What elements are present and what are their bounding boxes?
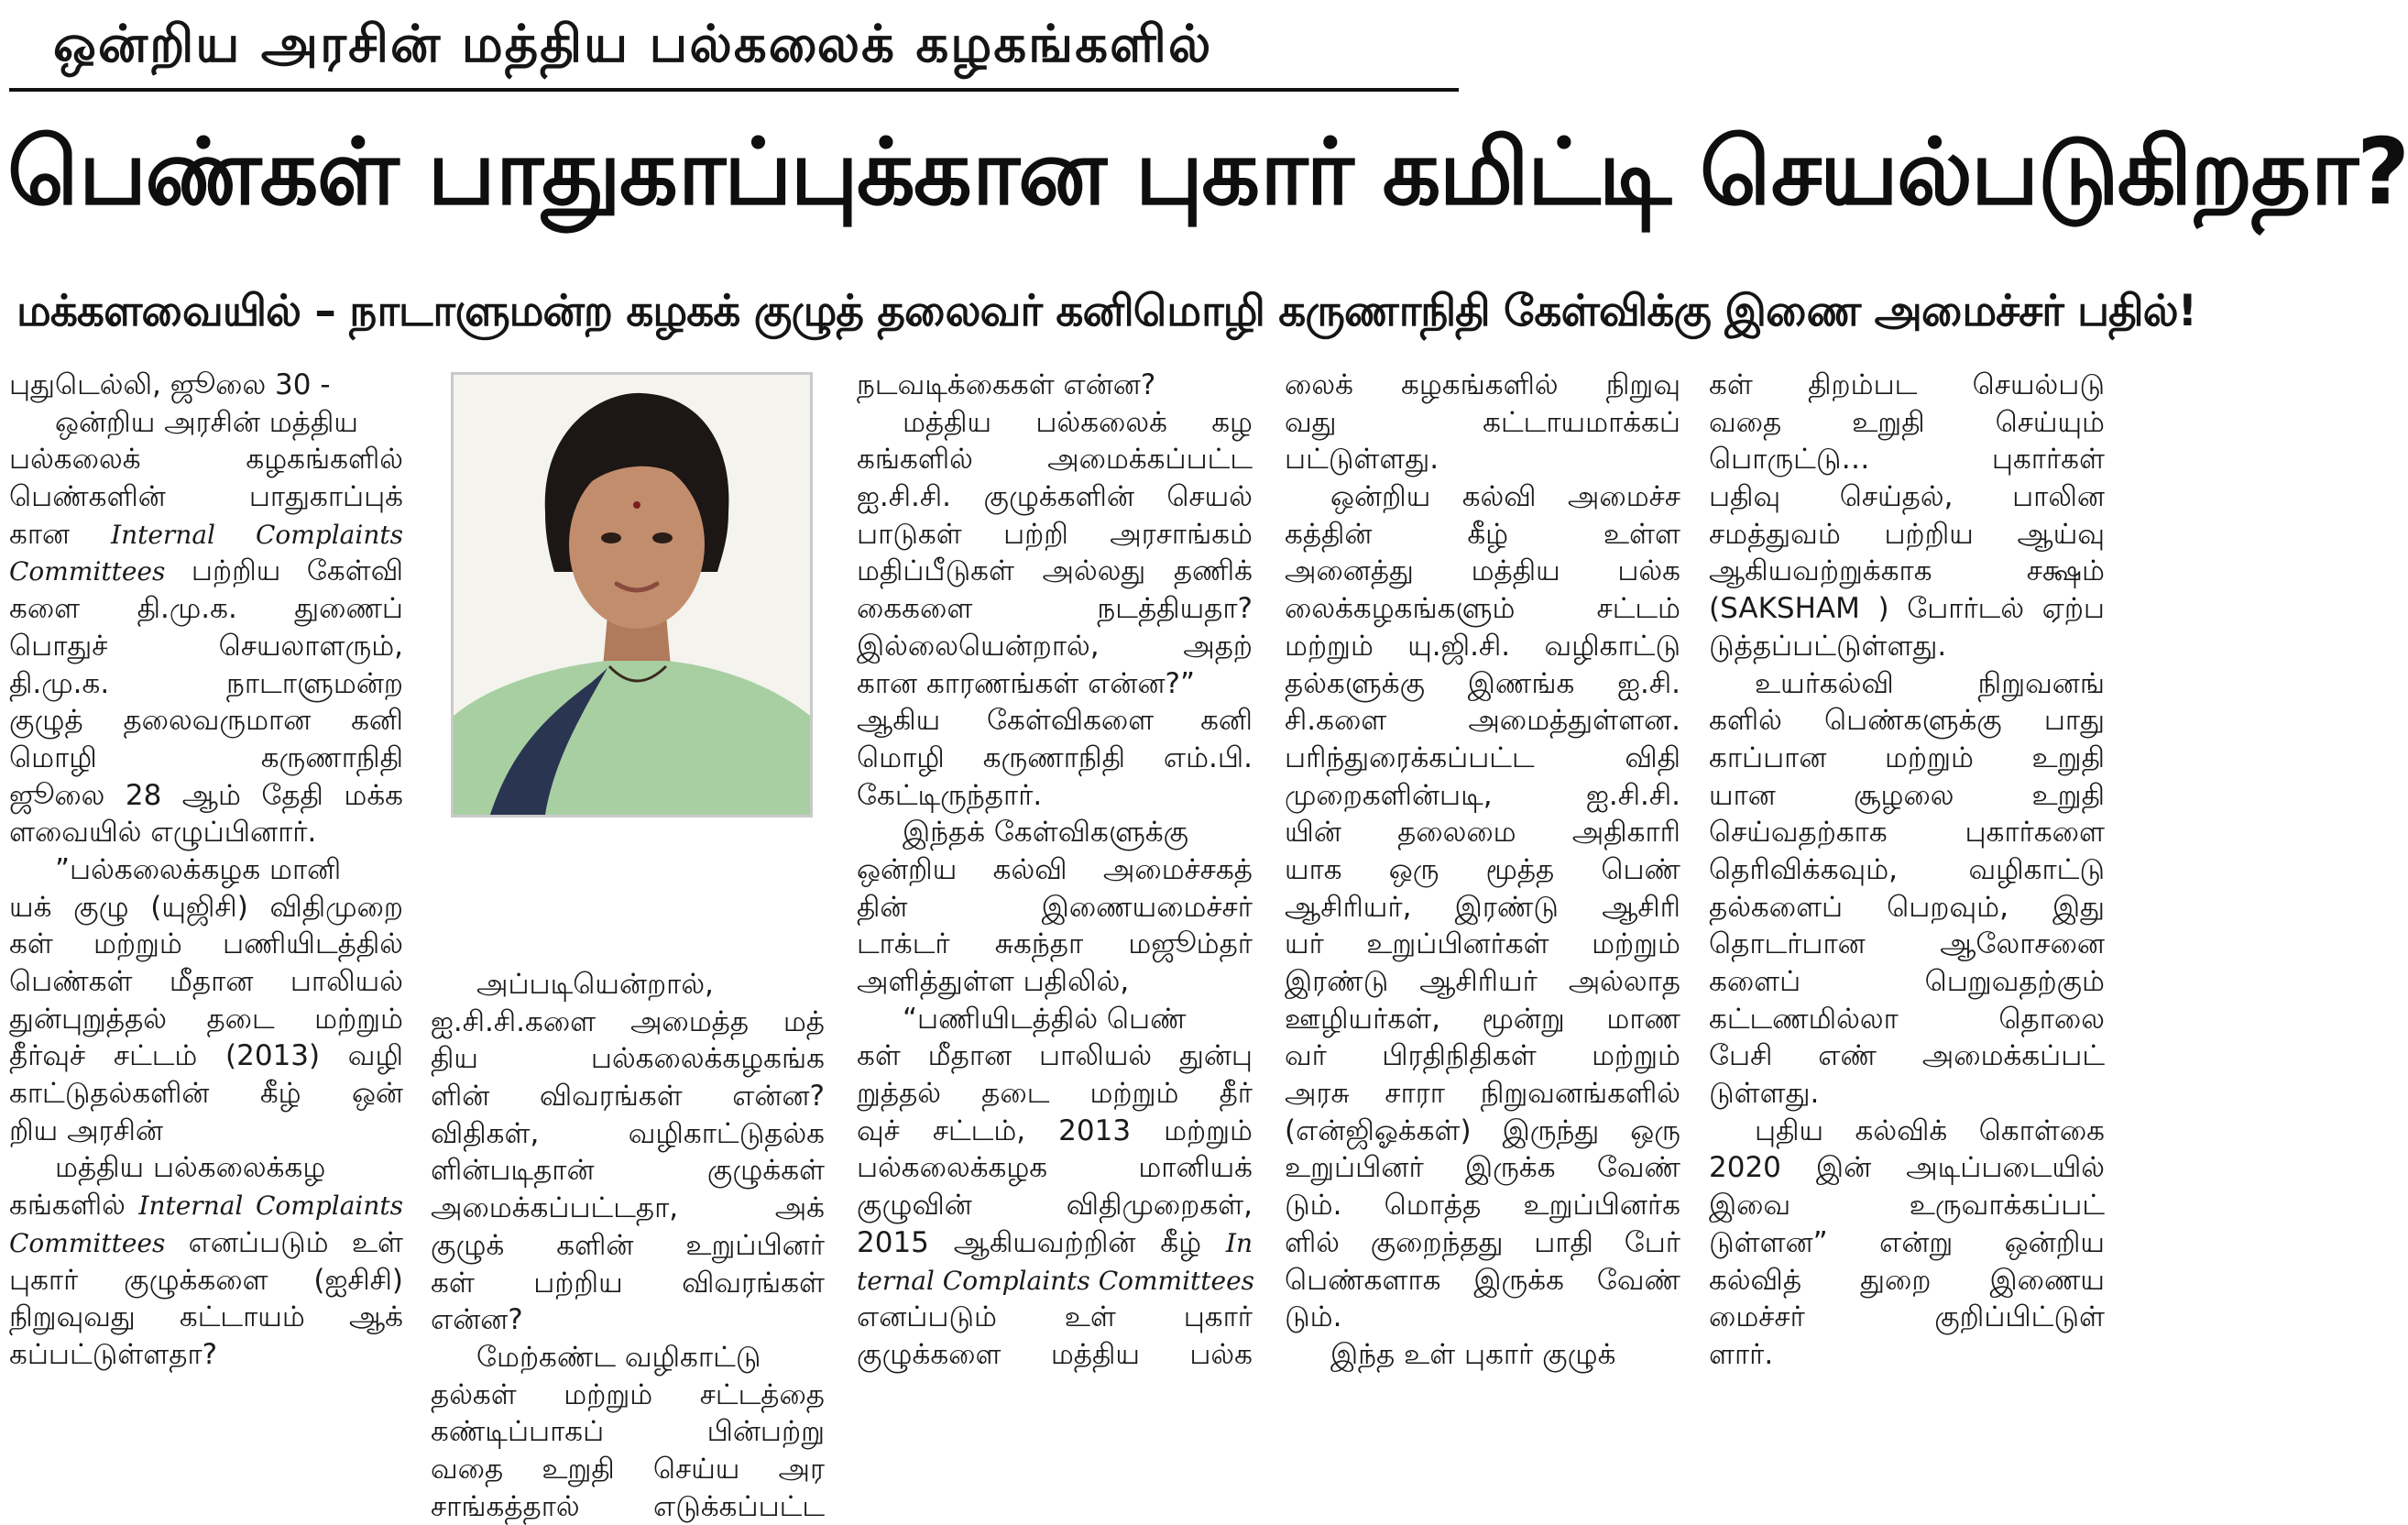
article-line: கள் மீதான பாலியல் துன்பு xyxy=(857,1039,1253,1073)
article-line: பெண்கள் மீதான பாலியல் xyxy=(9,965,403,998)
article-line: மைச்சர் குறிப்பிட்டுள் xyxy=(1709,1300,2105,1334)
article-line: வது கட்டாயமாக்கப் xyxy=(1285,405,1680,439)
article-line: முறைகளின்படி, ஐ.சி.சி. xyxy=(1285,778,1680,812)
article-line: இந்தக் கேள்விகளுக்கு xyxy=(903,816,1189,850)
article-line: களில் பெண்களுக்கு பாது xyxy=(1709,704,2105,738)
article-line: மதிப்பீடுகள் அல்லது தணிக் xyxy=(857,554,1253,588)
headline: பெண்கள் பாதுகாப்புக்கான புகார் கமிட்டி செயல்படுகிறதா? xyxy=(7,118,2408,225)
article-line: இரண்டு ஆசிரியர் அல்லாத xyxy=(1285,965,1680,998)
article-line: மத்திய பல்கலைக்கழ xyxy=(55,1151,326,1185)
article-line: கான Internal Complaints xyxy=(9,517,403,551)
article-line: “பணியிடத்தில் பெண் xyxy=(903,1002,1187,1036)
article-line: மொழி கருணாநிதி xyxy=(9,741,403,774)
article-line: ளவையில் எழுப்பினார். xyxy=(9,816,317,850)
article-line: தல்கள் மற்றும் சட்டத்தை xyxy=(431,1377,825,1411)
article-line: ஆசிரியர், இரண்டு ஆசிரி xyxy=(1285,890,1680,924)
article-line: டும். xyxy=(1285,1300,1342,1334)
article-line: கள் மற்றும் பணியிடத்தில் xyxy=(9,927,403,961)
article-line: ternal Complaints Committees xyxy=(857,1265,1255,1296)
article-line: றிய அரசின் xyxy=(9,1114,163,1147)
article-line: (என்ஜிஓக்கள்) இருந்து ஒரு xyxy=(1285,1114,1680,1147)
article-line: 2015 ஆகியவற்றின் கீழ் In xyxy=(857,1225,1253,1259)
article-line: நிறுவுவது கட்டாயம் ஆக் xyxy=(9,1300,403,1334)
article-line: இந்த உள் புகார் குழுக் xyxy=(1330,1337,1616,1371)
article-line: 2020 இன் அடிப்படையில் xyxy=(1709,1151,2105,1185)
article-line: உறுப்பினர் இருக்க வேண் xyxy=(1285,1151,1680,1185)
article-line: (SAKSHAM ) போர்டல் ஏற்ப xyxy=(1709,592,2105,626)
kicker-banner xyxy=(9,5,1459,92)
article-line: பல்கலைக் கழகங்களில் xyxy=(9,443,403,477)
article-line: மொழி கருணாநிதி எம்.பி. xyxy=(857,741,1253,774)
portrait-photo xyxy=(451,372,813,817)
article-line: சமத்துவம் பற்றிய ஆய்வு xyxy=(1709,517,2105,551)
article-line: கப்பட்டுள்ளதா? xyxy=(9,1337,218,1371)
article-line: தொடர்பான ஆலோசனை xyxy=(1709,927,2105,961)
article-line: எனப்படும் உள் புகார் xyxy=(857,1300,1253,1334)
portrait-illustration xyxy=(454,375,810,815)
article-line: அளித்துள்ள பதிலில், xyxy=(857,965,1130,998)
article-line: பேசி எண் அமைக்கப்பட் xyxy=(1709,1039,2105,1073)
article-line: தி.மு.க. நாடாளுமன்ற xyxy=(9,666,403,700)
article-line: கள் பற்றிய விவரங்கள் xyxy=(431,1266,825,1300)
article-line: வர் பிரதிநிதிகள் மற்றும் xyxy=(1285,1039,1680,1073)
article-line: குழுத் தலைவருமான கனி xyxy=(9,704,403,738)
article-line: யக் குழு (யுஜிசி) விதிமுறை xyxy=(9,890,403,924)
article-line: மத்திய பல்கலைக் கழ xyxy=(903,405,1253,439)
article-line: வதை உறுதி செய்யும் xyxy=(1709,405,2105,439)
article-line: பாடுகள் பற்றி அரசாங்கம் xyxy=(857,517,1253,551)
article-column-4 xyxy=(1285,367,1680,1374)
article-line: மற்றும் யு.ஜி.சி. வழிகாட்டு xyxy=(1285,629,1680,663)
article-column-3 xyxy=(857,367,1253,1374)
article-line: திய பல்கலைக்கழகங்க xyxy=(431,1042,825,1076)
article-line: தல்களைப் பெறவும், இது xyxy=(1709,890,2105,924)
article-line: கட்டணமில்லா தொலை xyxy=(1709,1002,2105,1036)
article-line: ஒன்றிய அரசின் மத்திய xyxy=(55,405,358,439)
article-line: டாக்டர் சுகந்தா மஜூம்தர் xyxy=(857,927,1253,961)
article-line: கல்வித் துறை இணைய xyxy=(1709,1263,2105,1297)
subheadline: மக்களவையில் – நாடாளுமன்ற கழகக் குழுத் தலைவர் கனிமொழி கருணாநிதி கேள்விக்கு இணை அமைச்சர் பதில்! xyxy=(16,286,2197,336)
article-line: லைக் கழகங்களில் நிறுவு xyxy=(1285,368,1680,401)
article-column-1 xyxy=(9,367,403,1374)
article-line: புதுடெல்லி, ஜூலை 30 - xyxy=(9,368,331,401)
article-line: ஒன்றிய கல்வி அமைச்ச xyxy=(1330,480,1680,514)
article-line: ளின் விவரங்கள் என்ன? xyxy=(431,1080,825,1114)
article-line: கைகளை நடத்தியதா? xyxy=(857,592,1253,626)
article-line: புதிய கல்விக் கொள்கை xyxy=(1755,1114,2105,1147)
article-line: குழுக்களை மத்திய பல்க xyxy=(857,1337,1253,1371)
article-line: றுத்தல் தடை மற்றும் தீர் xyxy=(857,1077,1253,1111)
article-line: செய்வதற்காக புகார்களை xyxy=(1709,816,2105,850)
article-line: தின் இணையமைச்சர் xyxy=(857,890,1253,924)
article-line: Committees எனப்படும் உள் xyxy=(9,1225,403,1259)
article-line: அமைக்கப்பட்டதா, அக் xyxy=(431,1191,825,1225)
article-line: ஊழியர்கள், மூன்று மாண xyxy=(1285,1002,1680,1036)
article-line: சாங்கத்தால் எடுக்கப்பட்ட xyxy=(431,1489,825,1523)
article-line: அனைத்து மத்திய பல்க xyxy=(1285,554,1680,588)
article-line: லைக்கழகங்களும் சட்டம் xyxy=(1285,592,1680,626)
article-line: நடவடிக்கைகள் என்ன? xyxy=(857,368,1156,401)
article-line: களைப் பெறுவதற்கும் xyxy=(1709,965,2105,998)
article-line: ஜூலை 28 ஆம் தேதி மக்க xyxy=(9,778,403,812)
article-line: ளில் குறைந்தது பாதி பேர் xyxy=(1285,1225,1680,1259)
article-line: கள் திறம்பட செயல்படு xyxy=(1709,368,2105,401)
article-line: கண்டிப்பாகப் பின்பற்று xyxy=(431,1415,825,1449)
article-line: வுச் சட்டம், 2013 மற்றும் xyxy=(857,1114,1253,1147)
article-line: காப்பான மற்றும் உறுதி xyxy=(1709,741,2105,774)
article-line: டுத்தப்பட்டுள்ளது. xyxy=(1709,629,1947,663)
article-line: கங்களில் அமைக்கப்பட்ட xyxy=(857,443,1253,477)
kicker-text: ஒன்றிய அரசின் மத்திய பல்கலைக் கழகங்களில் xyxy=(53,15,1213,74)
article-line: ”பல்கலைக்கழக மானி xyxy=(55,852,342,886)
article-line: பரிந்துரைக்கப்பட்ட விதி xyxy=(1285,741,1680,774)
article-line: சி.களை அமைத்துள்ளன. xyxy=(1285,704,1680,738)
article-line: வதை உறுதி செய்ய அர xyxy=(431,1452,825,1486)
article-line: Committees பற்றிய கேள்வி xyxy=(9,554,403,588)
article-line: தல்களுக்கு இணங்க ஐ.சி. xyxy=(1285,666,1680,700)
article-line: ளின்படிதான் குழுக்கள் xyxy=(431,1154,825,1188)
article-line: தீர்வுச் சட்டம் (2013) வழி xyxy=(9,1039,403,1073)
article-line: யர் உறுப்பினர்கள் மற்றும் xyxy=(1285,927,1680,961)
article-line: உயர்கல்வி நிறுவனங் xyxy=(1755,666,2105,700)
article-line: கத்தின் கீழ் உள்ள xyxy=(1285,517,1680,551)
article-line: யின் தலைமை அதிகாரி xyxy=(1285,816,1680,850)
article-line: மேற்கண்ட வழிகாட்டு xyxy=(476,1340,761,1374)
article-column-2 xyxy=(431,966,825,1525)
article-line: என்ன? xyxy=(431,1303,523,1337)
article-line: குழுக் களின் உறுப்பினர் xyxy=(431,1228,825,1262)
article-line: பதிவு செய்தல், பாலின xyxy=(1709,480,2105,514)
article-line: பட்டுள்ளது. xyxy=(1285,443,1439,477)
article-line: அரசு சாரா நிறுவனங்களில் xyxy=(1285,1077,1680,1111)
article-line: பெண்களாக இருக்க வேண் xyxy=(1285,1263,1680,1297)
article-line: ஆகியவற்றுக்காக சக்ஷம் xyxy=(1709,554,2105,588)
article-line: காட்டுதல்களின் கீழ் ஒன் xyxy=(9,1077,403,1111)
article-line: அப்படியென்றால், xyxy=(476,968,714,1001)
article-line: ஐ.சி.சி.களை அமைத்த மத் xyxy=(431,1004,825,1038)
article-line: ஆகிய கேள்விகளை கனி xyxy=(857,704,1253,738)
article-line: விதிகள், வழிகாட்டுதல்க xyxy=(431,1116,825,1150)
article-line: தெரிவிக்கவும், வழிகாட்டு xyxy=(1709,852,2105,886)
article-line: டுள்ளன” என்று ஒன்றிய xyxy=(1709,1225,2105,1259)
article-line: பல்கலைக்கழக மானியக் xyxy=(857,1151,1253,1185)
article-line: கான காரணங்கள் என்ன?” xyxy=(857,666,1196,700)
article-line: பொதுச் செயலாளரும், xyxy=(9,629,403,663)
article-line: ஐ.சி.சி. குழுக்களின் செயல் xyxy=(857,480,1253,514)
article-line: துன்புறுத்தல் தடை மற்றும் xyxy=(9,1002,403,1036)
article-line: குழுவின் விதிமுறைகள், xyxy=(857,1189,1253,1223)
article-line: பொருட்டு… புகார்கள் xyxy=(1709,443,2105,477)
article-line: ளார். xyxy=(1709,1337,1774,1371)
article-line: யான சூழலை உறுதி xyxy=(1709,778,2105,812)
article-line: களை தி.மு.க. துணைப் xyxy=(9,592,403,626)
article-line: யாக ஒரு மூத்த பெண் xyxy=(1285,852,1680,886)
article-line: டுள்ளது. xyxy=(1709,1077,1820,1111)
article-line: புகார் குழுக்களை (ஐசிசி) xyxy=(9,1263,403,1297)
article-line: இல்லையென்றால், அதற் xyxy=(857,629,1253,663)
article-line: டும். மொத்த உறுப்பினர்க xyxy=(1285,1189,1680,1223)
article-line: கங்களில் Internal Complaints xyxy=(9,1189,403,1223)
article-column-5 xyxy=(1709,367,2105,1374)
article-line: கேட்டிருந்தார். xyxy=(857,778,1043,812)
article-line: ஒன்றிய கல்வி அமைச்சகத் xyxy=(857,852,1253,886)
article-line: இவை உருவாக்கப்பட் xyxy=(1709,1189,2105,1223)
article-line: பெண்களின் பாதுகாப்புக் xyxy=(9,480,403,514)
